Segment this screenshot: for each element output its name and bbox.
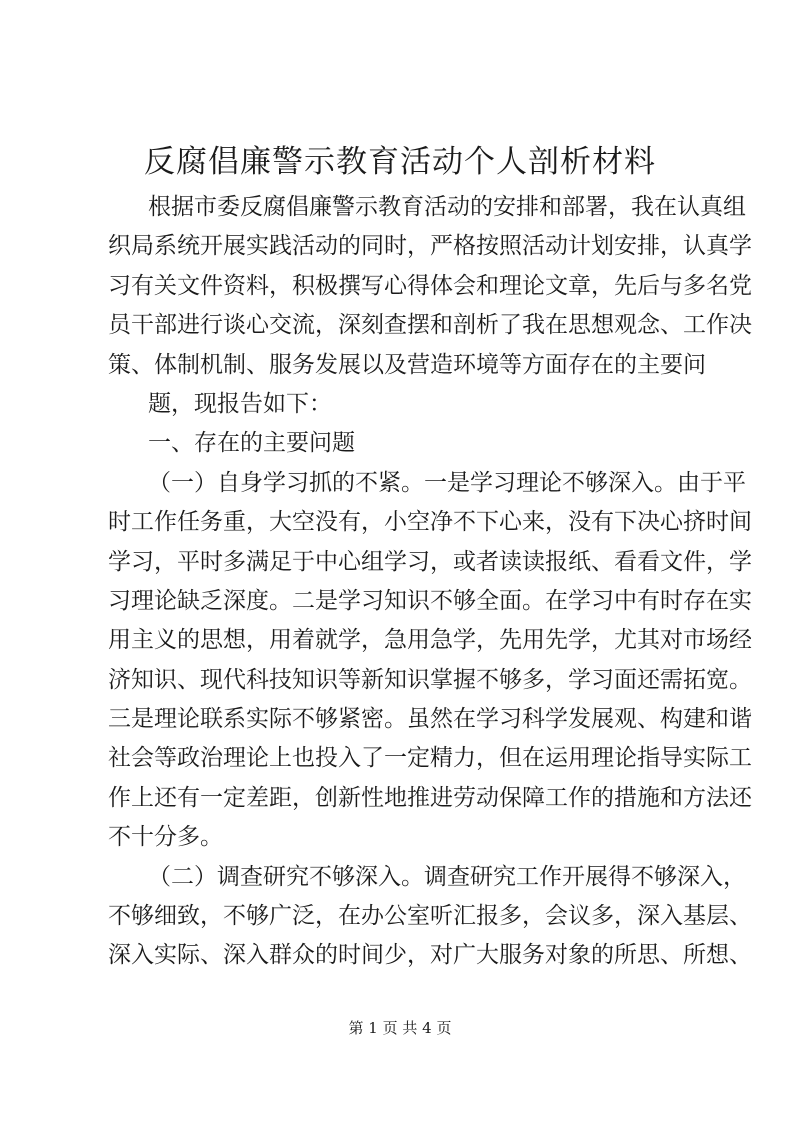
text-line: 织局系统开展实践活动的同时，严格按照活动计划安排，认真学	[108, 233, 752, 260]
text-line: 根据市委反腐倡廉警示教育活动的安排和部署，我在认真组	[148, 194, 746, 220]
text-line: 员干部进行谈心交流，深刻查摆和剖析了我在思想观念、工作决	[108, 312, 752, 339]
text-line: 题，现报告如下：	[148, 390, 332, 417]
text-line: 深入实际、深入群众的时间少，对广大服务对象的所思、所想、	[108, 942, 752, 969]
text-line: 作上还有一定差距，创新性地推进劳动保障工作的措施和方法还	[108, 784, 752, 811]
text-line: 策、体制机制、服务发展以及营造环境等方面存在的主要问	[108, 351, 706, 378]
text-line: 一、存在的主要问题	[148, 430, 355, 457]
text-line: 时工作任务重，大空没有，小空净不下心来，没有下决心挤时间	[108, 509, 752, 536]
text-line: 学习，平时多满足于中心组学习，或者读读报纸、看看文件，学	[108, 548, 752, 575]
text-line: 习有关文件资料，积极撰写心得体会和理论文章，先后与多名党	[108, 272, 752, 299]
text-line: 济知识、现代科技知识等新知识掌握不够多，学习面还需拓宽。	[108, 666, 752, 693]
text-line: 习理论缺乏深度。二是学习知识不够全面。在学习中有时存在实	[108, 587, 752, 614]
text-line: 三是理论联系实际不够紧密。虽然在学习科学发展观、构建和谐	[108, 706, 752, 733]
document-body	[108, 188, 752, 976]
text-line: 用主义的思想，用着就学，急用急学，先用先学，尤其对市场经	[108, 627, 752, 654]
text-line: （二）调查研究不够深入。调查研究工作开展得不够深入，	[148, 863, 746, 890]
text-line: （一）自身学习抓的不紧。一是学习理论不够深入。由于平	[148, 469, 746, 496]
page-footer: 第 1 页 共 4 页	[348, 1019, 452, 1037]
text-line: 不够细致，不够广泛，在办公室听汇报多，会议多，深入基层、	[108, 903, 752, 930]
document-title: 反腐倡廉警示教育活动个人剖析材料	[144, 144, 656, 180]
text-line: 不十分多。	[108, 824, 223, 851]
text-line: 社会等政治理论上也投入了一定精力，但在运用理论指导实际工	[108, 745, 752, 772]
